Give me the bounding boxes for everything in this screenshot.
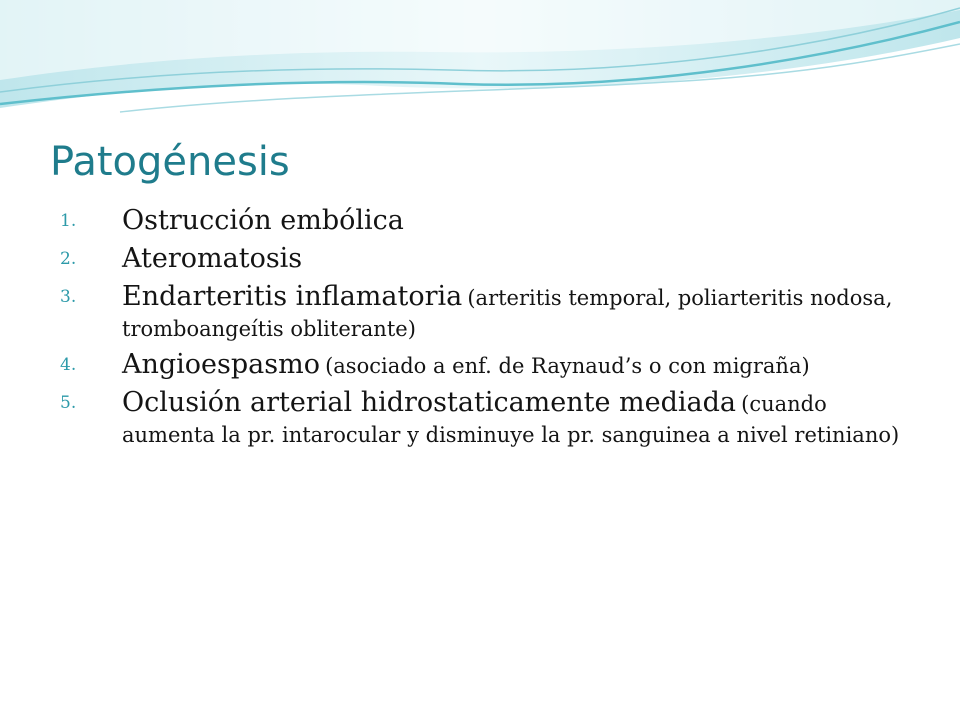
list-number: 4. [60, 355, 77, 375]
slide-title: Patogénesis [50, 139, 290, 185]
list-item [60, 348, 920, 382]
list-item [60, 242, 920, 276]
item-main-text: Endarteritis inflamatoria [122, 281, 463, 312]
list-number: 5. [60, 393, 77, 413]
item-detail-text: (cuando aumenta la pr. intarocular y disminuye la pr. sanguinea a nivel retiniano) [122, 392, 900, 447]
list-item [60, 280, 920, 344]
item-main-text: Ateromatosis [122, 243, 303, 274]
decorative-wave-header [0, 0, 960, 120]
list-item-text [122, 242, 920, 276]
list-item-text [122, 280, 920, 344]
list-item-text [122, 348, 920, 382]
list-item-text [122, 204, 920, 238]
list-item-text [122, 386, 920, 450]
list-number: 2. [60, 249, 77, 269]
item-main-text: Ostrucción embólica [122, 205, 404, 236]
item-main-text: Angioespasmo [122, 349, 320, 380]
item-detail-text: (arteritis temporal, poliarteritis nodosa, tromboangeítis obliterante) [122, 286, 893, 341]
list-number: 1. [60, 211, 77, 231]
list-item [60, 204, 920, 238]
numbered-list [60, 204, 920, 454]
item-main-text: Oclusión arterial hidrostaticamente mediada [122, 387, 737, 418]
list-number: 3. [60, 287, 77, 307]
list-item [60, 386, 920, 450]
item-detail-text: (asociado a enf. de Raynaud’s o con migraña) [325, 354, 810, 378]
